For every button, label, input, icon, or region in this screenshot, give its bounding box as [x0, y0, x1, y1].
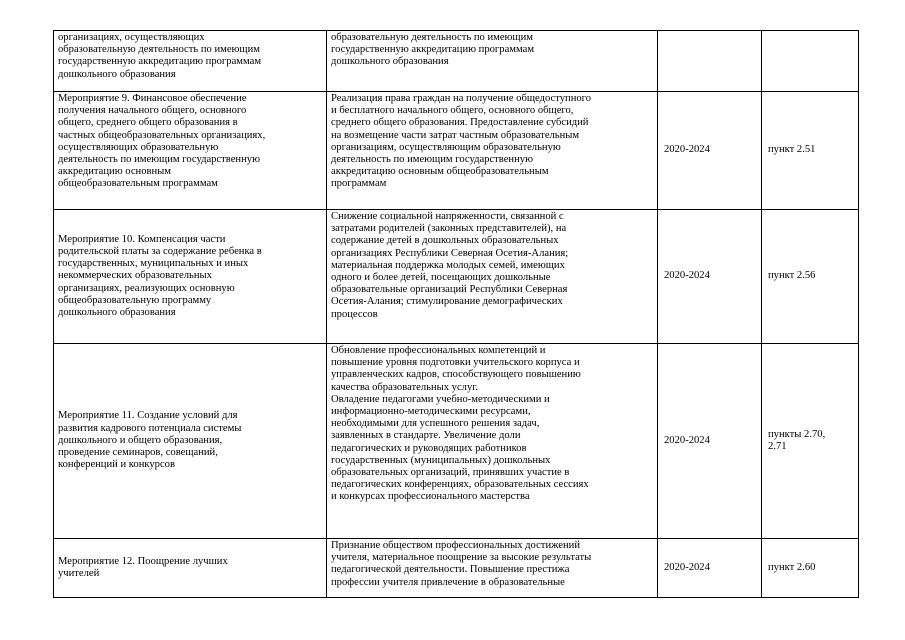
point-cell: пункт 2.51	[762, 92, 859, 210]
point-cell: пункт 2.56	[762, 210, 859, 344]
result-cell: Снижение социальной напряженности, связанной с затратами родителей (законных представителей), на содержание детей в дошкольных образовательных организациях Республики Северная Осетия-Алания; материальная поддержка молодых семей, имеющих одного и более детей, посещающих дошкольные образовательные организаций Республики Северная Осетия-Алания; стимулирование демографических процессов	[327, 210, 658, 344]
table-row	[54, 31, 859, 92]
table-row	[54, 344, 859, 539]
period-cell: 2020-2024	[658, 539, 762, 598]
measure-cell: Мероприятие 9. Финансовое обеспечение получения начального общего, основного общего, среднего общего образования в частных общеобразовательных организациях, осуществляющих образовательную деятельность по имеющим государственную аккредитацию основным общеобразовательным программам	[54, 92, 327, 210]
measure-cell: Мероприятие 11. Создание условий для развития кадрового потенциала системы дошкольного и общего образования, проведение семинаров, совещаний, конференций и конкурсов	[54, 344, 327, 539]
result-cell: Обновление профессиональных компетенций и повышение уровня подготовки учительского корпуса и управленческих кадров, способствующего повышению качества образовательных услуг. Овладение педагогами учебно-методическими и информационно-методическими ресурсами, необходимыми для успешного решения задач, заявленных в стандарте. Увеличение доли педагогических и руководящих работников государственных (муниципальных) дошкольных образовательных организаций, принявших участие в педагогических конференциях, образовательных сессиях и конкурсах профессионального мастерства	[327, 344, 658, 539]
measure-cell: Мероприятие 12. Поощрение лучших учителей	[54, 539, 327, 598]
document-page	[53, 30, 859, 598]
table-row	[54, 539, 859, 598]
result-cell: Реализация права граждан на получение общедоступного и бесплатного начального общего, основного общего, среднего общего образования. Предоставление субсидий на возмещение части затрат частным образовательным организациям, осуществляющим образовательную деятельность по имеющим государственную аккредитацию основным общеобразовательным программам	[327, 92, 658, 210]
point-cell: пункты 2.70, 2.71	[762, 344, 859, 539]
period-cell: 2020-2024	[658, 92, 762, 210]
table-row	[54, 210, 859, 344]
result-cell: образовательную деятельность по имеющим государственную аккредитацию программам дошкольного образования	[327, 31, 658, 92]
result-cell: Признание обществом профессиональных достижений учителя, материальное поощрение за высокие результаты педагогической деятельности. Повышение престижа профессии учителя привлечение в образовательные	[327, 539, 658, 598]
table-row	[54, 92, 859, 210]
point-cell: пункт 2.60	[762, 539, 859, 598]
period-cell: 2020-2024	[658, 210, 762, 344]
period-cell	[658, 31, 762, 92]
measure-cell: организациях, осуществляющих образовательную деятельность по имеющим государственную аккредитацию программам дошкольного образования	[54, 31, 327, 92]
point-cell	[762, 31, 859, 92]
measures-table	[53, 30, 859, 598]
measure-cell: Мероприятие 10. Компенсация части родительской платы за содержание ребенка в государственных, муниципальных и иных некоммерческих образовательных организациях, реализующих основную общеобразовательную программу дошкольного образования	[54, 210, 327, 344]
period-cell: 2020-2024	[658, 344, 762, 539]
